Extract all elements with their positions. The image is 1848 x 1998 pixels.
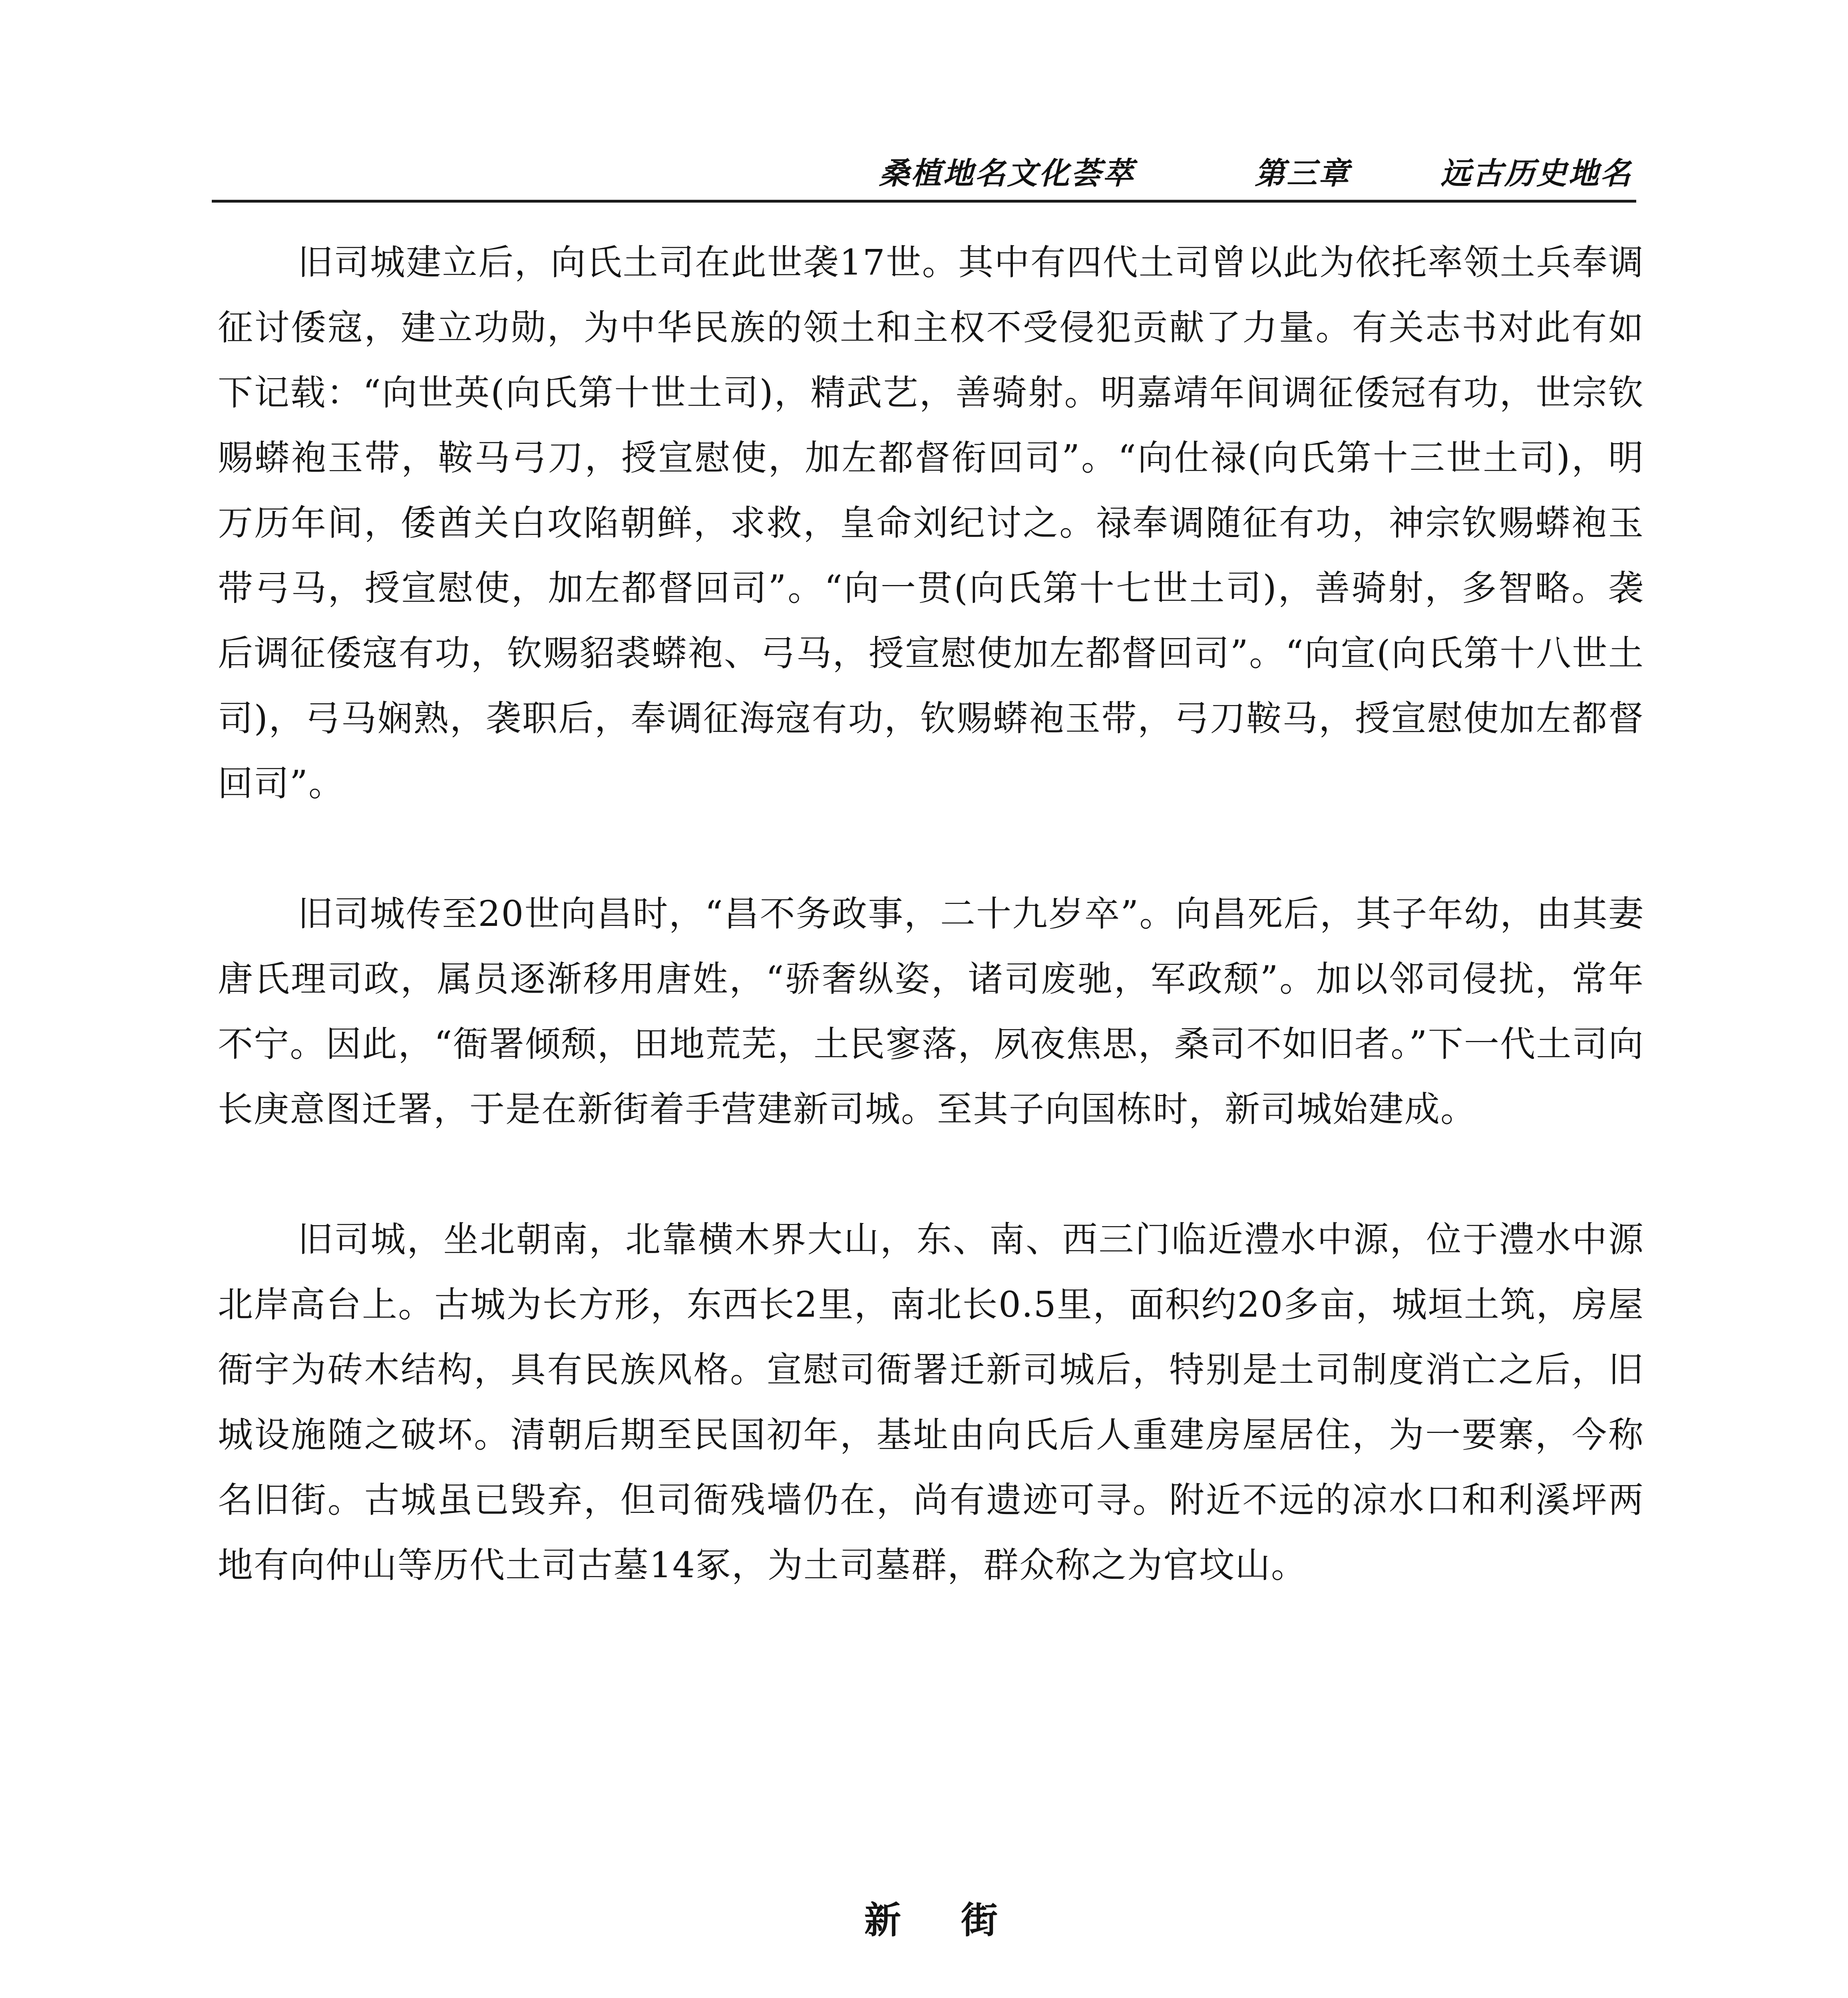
paragraph: 旧司城传至20世向昌时，“昌不务政事，二十九岁卒”。向昌死后，其子年幼，由其妻唐氏理司政，属员逐渐移用唐姓，“骄奢纵姿，诸司废驰，军政颓”。加以邻司侵扰，常年不宁。因此，“衙署倾颓，田地荒芜，土民寥落，夙夜焦思，桑司不如旧者。”下一代土司向长庚意图迁署，于是在新街着手营建新司城。至其子向国栋时，新司城始建成。 — [218, 893, 1644, 1130]
header-book-title: 桑植地名文化荟萃 — [879, 155, 1135, 191]
header-chapter: 第三章 — [1255, 155, 1351, 191]
paragraph: 旧司城，坐北朝南，北靠横木界大山，东、南、西三门临近澧水中源，位于澧水中源北岸高台上。古城为长方形，东西长2里，南北长0.5里，面积约20多亩，城垣土筑，房屋衙宇为砖木结构，具有民族风格。宣慰司衙署迁新司城后，特别是土司制度消亡之后，旧城设施随之破坏。清朝后期至民国初年，基址由向氏后人重建房屋居住，为一要寨，今称名旧街。古城虽已毁弃，但司衙残墙仍在，尚有遗迹可寻。附近不远的凉水口和利溪坪两地有向仲山等历代土司古墓14冢，为土司墓群，群众称之为官坟山。 — [218, 1219, 1644, 1586]
paragraph: 旧司城建立后，向氏土司在此世袭17世。其中有四代土司曾以此为依托率领土兵奉调征讨倭寇，建立功勋，为中华民族的领土和主权不受侵犯贡献了力量。有关志书对此有如下记载：“向世英(向氏第十世土司)，精武艺，善骑射。明嘉靖年间调征倭冠有功，世宗钦赐蟒袍玉带，鞍马弓刀，授宣慰使，加左都督衔回司”。“向仕禄(向氏第十三世土司)，明万历年间，倭酋关白攻陷朝鲜，求救，皇命刘纪讨之。禄奉调随征有功，神宗钦赐蟒袍玉带弓马，授宣慰使，加左都督回司”。“向一贯(向氏第十七世土司)，善骑射，多智略。袭后调征倭寇有功，钦赐貂裘蟒袍、弓马，授宣慰使加左都督回司”。“向宣(向氏第十八世土司)，弓马娴熟，袭职后，奉调征海寇有功，钦赐蟒袍玉带，弓刀鞍马，授宣慰使加左都督回司”。 — [218, 242, 1644, 804]
header-section-title: 远古历史地名 — [1440, 155, 1632, 191]
running-header — [212, 140, 1636, 203]
section-heading: 新街 — [864, 1898, 1058, 1942]
body-text — [218, 230, 1644, 1998]
